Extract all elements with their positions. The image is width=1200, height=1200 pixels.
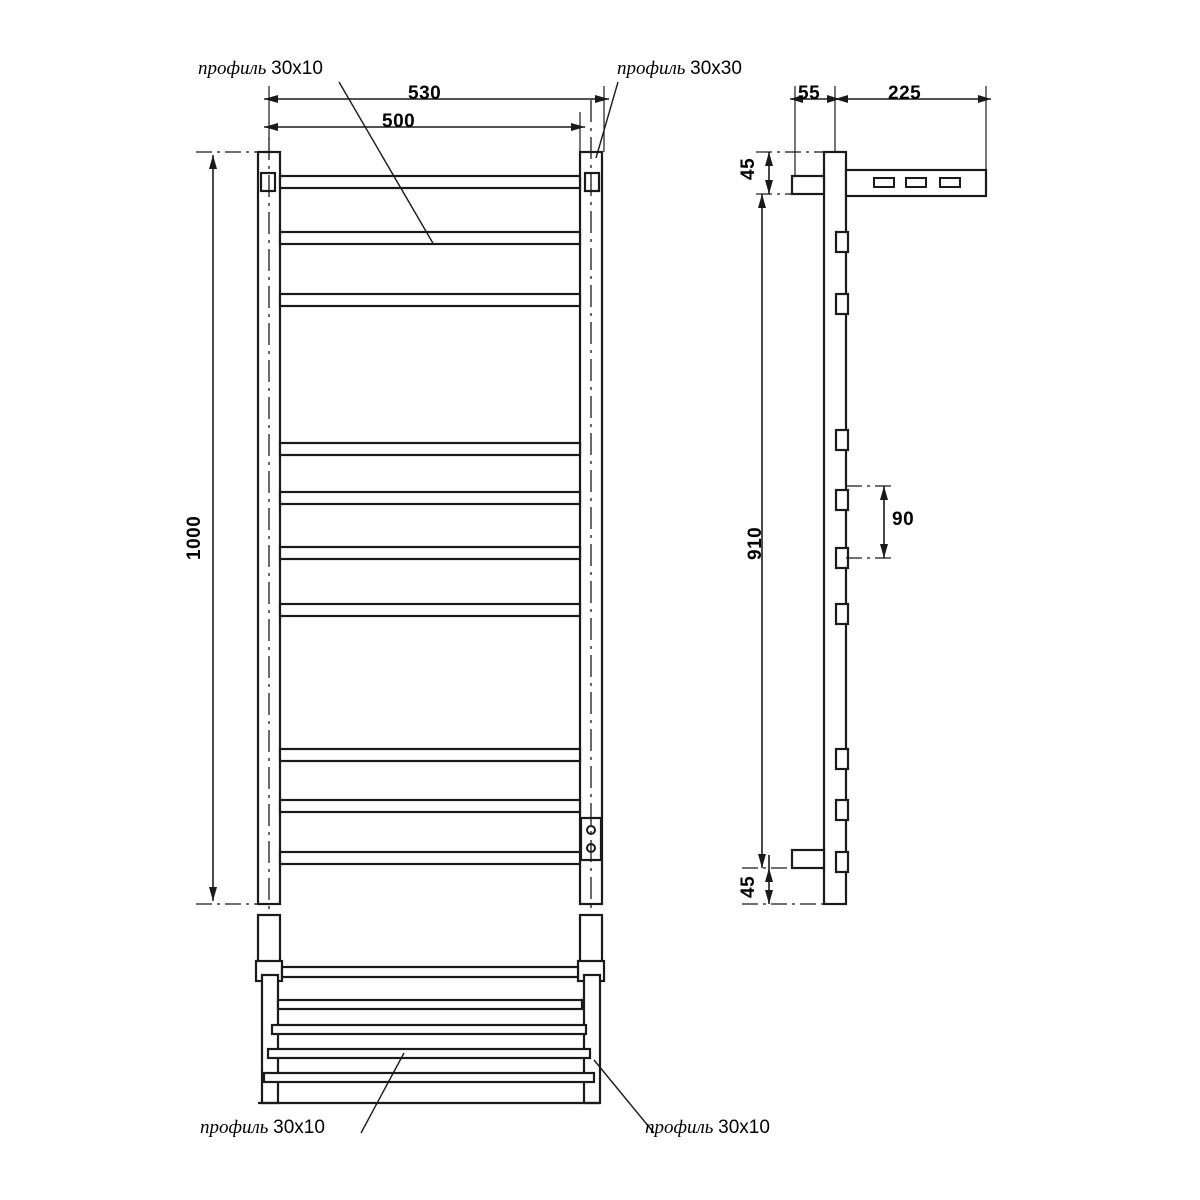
arrow xyxy=(209,887,217,901)
front-top-bar xyxy=(280,176,580,188)
front-top-left-fitting xyxy=(261,173,275,191)
bottom-bar xyxy=(272,1025,586,1034)
side-post xyxy=(824,152,846,904)
leader-line-profile-bottom-left xyxy=(361,1053,404,1133)
front-rung xyxy=(280,800,580,812)
annotation-word: профиль xyxy=(198,58,267,79)
annotation-size: 30x10 xyxy=(718,1117,770,1138)
side-bracket-slot xyxy=(940,178,960,187)
side-rung-stub xyxy=(836,604,848,624)
side-bracket-slot xyxy=(906,178,926,187)
dimension-910: 910 xyxy=(745,526,766,560)
annotation-size: 30x30 xyxy=(690,58,742,79)
front-rung xyxy=(280,852,580,864)
arrow xyxy=(765,890,773,904)
arrow xyxy=(264,95,278,103)
bottom-bar xyxy=(278,1000,582,1009)
dimension-55: 55 xyxy=(798,83,821,104)
side-rung-stub xyxy=(836,294,848,314)
annotation-size: 30x10 xyxy=(273,1117,325,1138)
dimension-1000: 1000 xyxy=(184,515,205,560)
front-rung xyxy=(280,492,580,504)
annotation-word: профиль xyxy=(617,58,686,79)
front-rung xyxy=(280,294,580,306)
dimension-45-top: 45 xyxy=(738,157,759,180)
side-rung-stub xyxy=(836,749,848,769)
front-rung xyxy=(280,443,580,455)
side-bracket-slot xyxy=(874,178,894,187)
front-top-right-fitting xyxy=(585,173,599,191)
dimension-500: 500 xyxy=(382,111,416,132)
bottom-bar xyxy=(264,1073,594,1082)
arrow xyxy=(880,486,888,500)
arrow xyxy=(264,123,278,131)
dimension-530: 530 xyxy=(408,83,442,104)
arrow xyxy=(571,123,585,131)
front-view xyxy=(196,82,618,918)
arrow xyxy=(880,544,888,558)
annotation-size: 30x10 xyxy=(271,58,323,79)
arrow xyxy=(758,194,766,208)
bottom-left-post-lower xyxy=(262,975,278,1103)
side-rung-stub xyxy=(836,232,848,252)
side-view xyxy=(742,86,991,904)
bottom-right-post-lower xyxy=(584,975,600,1103)
bottom-bar xyxy=(268,1049,590,1058)
front-rung xyxy=(280,547,580,559)
side-bottom-stub xyxy=(792,850,824,868)
leader-line-profile-top-left xyxy=(339,82,434,245)
dimension-90: 90 xyxy=(892,509,915,530)
arrow xyxy=(765,152,773,166)
arrow xyxy=(765,868,773,882)
arrow xyxy=(758,854,766,868)
leader-line-profile-top-right xyxy=(596,82,618,158)
annotation-profile-top-right xyxy=(617,58,742,80)
bottom-bar xyxy=(282,967,578,977)
arrow xyxy=(978,95,991,103)
annotation-profile-bottom-right xyxy=(645,1117,770,1139)
side-rung-stub xyxy=(836,490,848,510)
arrow xyxy=(209,155,217,169)
arrow xyxy=(765,180,773,194)
front-rung xyxy=(280,604,580,616)
side-top-stub xyxy=(792,176,824,194)
bottom-view xyxy=(256,915,654,1133)
annotation-word: профиль xyxy=(200,1117,269,1138)
side-rung-stub xyxy=(836,800,848,820)
dimension-225: 225 xyxy=(888,83,922,104)
annotation-word: профиль xyxy=(645,1117,714,1138)
annotation-profile-top-left xyxy=(198,58,323,80)
side-rung-stub xyxy=(836,430,848,450)
dimension-45-bottom: 45 xyxy=(738,875,759,898)
front-rung xyxy=(280,749,580,761)
annotation-profile-bottom-left xyxy=(200,1117,325,1139)
arrow xyxy=(835,95,848,103)
arrow xyxy=(595,95,609,103)
side-rung-stub xyxy=(836,852,848,872)
